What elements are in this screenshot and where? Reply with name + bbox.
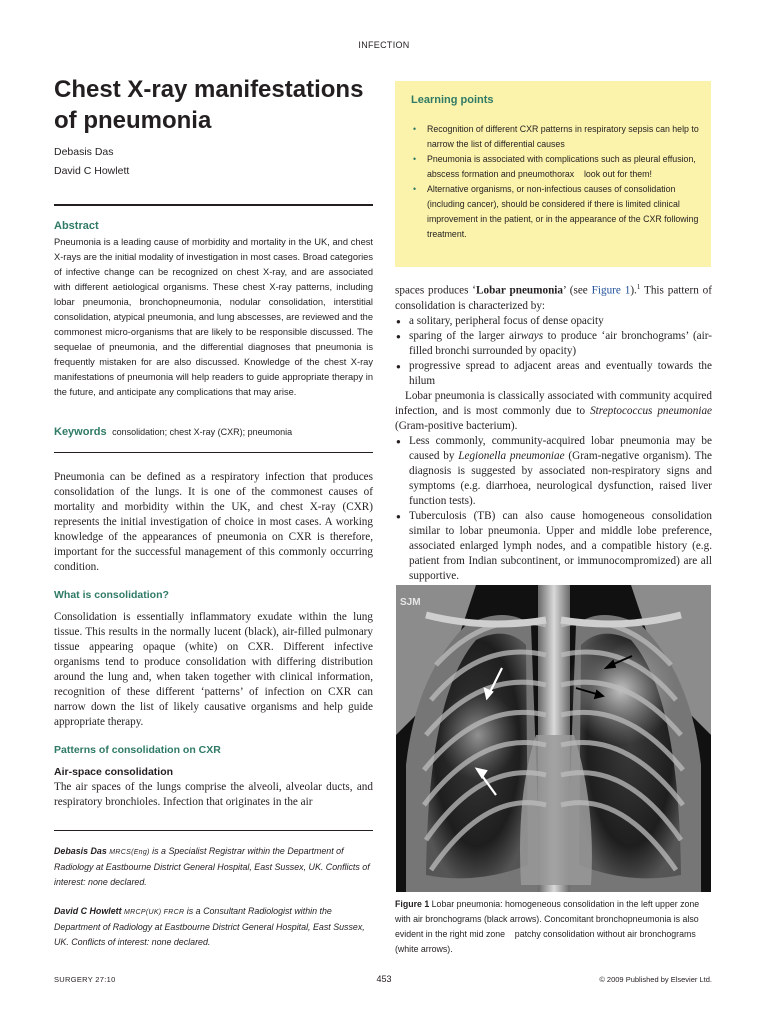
learning-point: • Pneumonia is associated with complications such as pleural effusion, abscess formation and pneumothorax look out for them!	[411, 152, 699, 182]
abstract-heading: Abstract	[54, 220, 99, 232]
organism-list	[395, 434, 712, 584]
text-run: This pattern of consolidation is characterized by:	[395, 284, 712, 312]
keywords-text: consolidation; chest X-ray (CXR); pneumonia	[112, 427, 293, 437]
bio-quals: MRCS(Eng)	[109, 849, 150, 856]
author-bio-1	[54, 844, 373, 890]
figure-caption-text: Lobar pneumonia: homogeneous consolidation in the left upper zone with air bronchograms (black arrows). Concomitant bronchopneumonia is also evident in the right mid zone patchy consolidation without air bronchograms (white arrows).	[395, 899, 700, 954]
text-run: (Gram-positive bacterium).	[395, 419, 518, 432]
text-run: to produce ‘air bronchograms’ (air-filled bronchi surrounded by opacity)	[409, 329, 712, 357]
bio-text: is a Specialist Registrar within the Department of Radiology at Eastbourne District General Hospital, East Sussex, UK. Conflicts of interest: none declared.	[54, 846, 370, 887]
footer-journal: SURGERY 27:10	[54, 975, 116, 984]
list-item: ● Tuberculosis (TB) can also cause homogeneous consolidation similar to lobar pneumonia. Upper and middle lobe preference, associated enlarged lymph nodes, and a compatible history (e.g. patient from Indian subcontinent, or immunocompromized) are all supportive.	[395, 509, 712, 584]
learning-points-list	[411, 122, 699, 242]
learning-points-heading: Learning points	[411, 94, 494, 106]
figure-caption-label: Figure 1	[395, 899, 430, 909]
keywords-label: Keywords	[54, 426, 107, 438]
text-run: sparing of the larger air	[409, 329, 521, 342]
text-run: ways	[520, 329, 544, 342]
airspace-heading: Air-space consolidation	[54, 766, 174, 778]
text-run: (Gram-negative organism). The diagnosis is suggested by associated non-respiratory signs and symptoms (e.g. diarrhoea, neurological dysfunction, raised liver function tests).	[409, 449, 712, 507]
lobar-features-list	[395, 314, 712, 389]
text-run: ’ (see	[563, 284, 592, 297]
text-run: Streptococcus pneumoniae	[590, 404, 712, 417]
figure-caption	[395, 897, 712, 957]
intro-paragraph: Pneumonia can be defined as a respiratory infection that produces consolidation of the lungs. It is one of the commonest causes of mortality and morbidity within the UK, and chest X-ray (CXR) represents the initial investigation of choice in most cases. A working knowledge of the appearances of pneumonia on CXR is therefore, important for the successful management of this commonly occurring condition.	[54, 471, 373, 573]
abstract-text: Pneumonia is a leading cause of morbidity and mortality in the UK, and chest X-rays are the initial modality of investigation in most cases. Broad categories of infective change can be recognized on chest X-ray, and are associated with different aetiological organisms. These chest X-ray patterns, including lobar pneumonia, bronchopneumonia, nodular consolidation, interstitial consolidation, atypical pneumonia, and lung abscesses, are reviewed and the commonest micro-organisms that are likely to be responsible discussed. The sequelae of pneumonia, and the differential diagnoses that pneumonia is frequently mistaken for are also discussed. Knowledge of the chest X-ray manifestations of pneumonia will help readers to guide appropriate therapy in the future, and anticipate any complications that may arise.	[54, 237, 373, 397]
airspace-paragraph: The air spaces of the lungs comprise the alveoli, alveolar ducts, and respiratory bronchioles. Infection that originates in the air	[54, 781, 373, 808]
patterns-heading: Patterns of consolidation on CXR	[54, 744, 221, 756]
lobar-pneumonia-term: Lobar pneumonia	[476, 284, 563, 297]
learning-point: • Recognition of different CXR patterns in respiratory sepsis can help to narrow the list of differential causes	[411, 122, 699, 152]
text-run: Less commonly, community-acquired lobar pneumonia may be caused by	[409, 434, 712, 462]
text-run: spaces produces ‘	[395, 284, 477, 297]
bio-name: Debasis Das	[54, 846, 107, 856]
list-item	[395, 434, 712, 509]
consolidation-paragraph: Consolidation is essentially inflammatory exudate within the lung tissue. This results in the normally lucent (black), air-filled pulmonary tissue appearing opaque (white) on CXR. Different infective organisms tend to produce consolidation with differing distribution around the lung and, when taken together with clinical information, recognition of these different ‘patterns’ of infection on CXR can narrow down the list of likely causative organisms and help guide appropriate therapy.	[54, 611, 373, 728]
list-item: ● a solitary, peripheral focus of dense opacity	[395, 314, 712, 329]
author-2: David C Howlett	[54, 165, 130, 177]
reference-superscript[interactable]: 1	[636, 283, 641, 291]
text-run: Lobar pneumonia is classically associated with community acquired infection, and is most commonly due to	[395, 389, 712, 417]
bio-text: is a Consultant Radiologist within the Department of Radiology at Eastbourne District General Hospital, East Sussex, UK. Conflicts of interest: none declared.	[54, 906, 365, 947]
lobar-paragraph	[395, 280, 712, 314]
chest-xray-image	[396, 585, 711, 892]
text-run: ).	[630, 284, 637, 297]
author-bio-2	[54, 904, 373, 950]
title-divider	[54, 204, 373, 206]
author-1: Debasis Das	[54, 146, 114, 158]
footer-copyright: © 2009 Published by Elsevier Ltd.	[599, 975, 712, 984]
article-title: Chest X-ray manifestations of pneumonia	[54, 76, 364, 134]
section-label: INFECTION	[358, 40, 410, 50]
xray-marker: SJM	[400, 597, 421, 608]
learning-point: • Alternative organisms, or non-infectious causes of consolidation (including cancer), should be considered if there is limited clinical improvement in the patient, or in the appearance of the CXR following treatment.	[411, 182, 699, 242]
figure-1-link[interactable]: Figure 1	[591, 284, 631, 297]
keywords-divider	[54, 452, 373, 453]
page-number: 453	[376, 974, 392, 984]
streptococcus-paragraph	[395, 389, 712, 434]
consolidation-heading: What is consolidation?	[54, 589, 169, 601]
list-item	[395, 329, 712, 359]
text-run: Legionella pneumoniae	[458, 449, 565, 462]
right-column-text	[395, 280, 712, 584]
bio-divider	[54, 830, 373, 831]
list-item: ● progressive spread to adjacent areas and eventually towards the hilum	[395, 359, 712, 389]
bio-name: David C Howlett	[54, 906, 122, 916]
bio-quals: MRCP(UK) FRCR	[124, 909, 185, 916]
keywords	[54, 426, 373, 438]
